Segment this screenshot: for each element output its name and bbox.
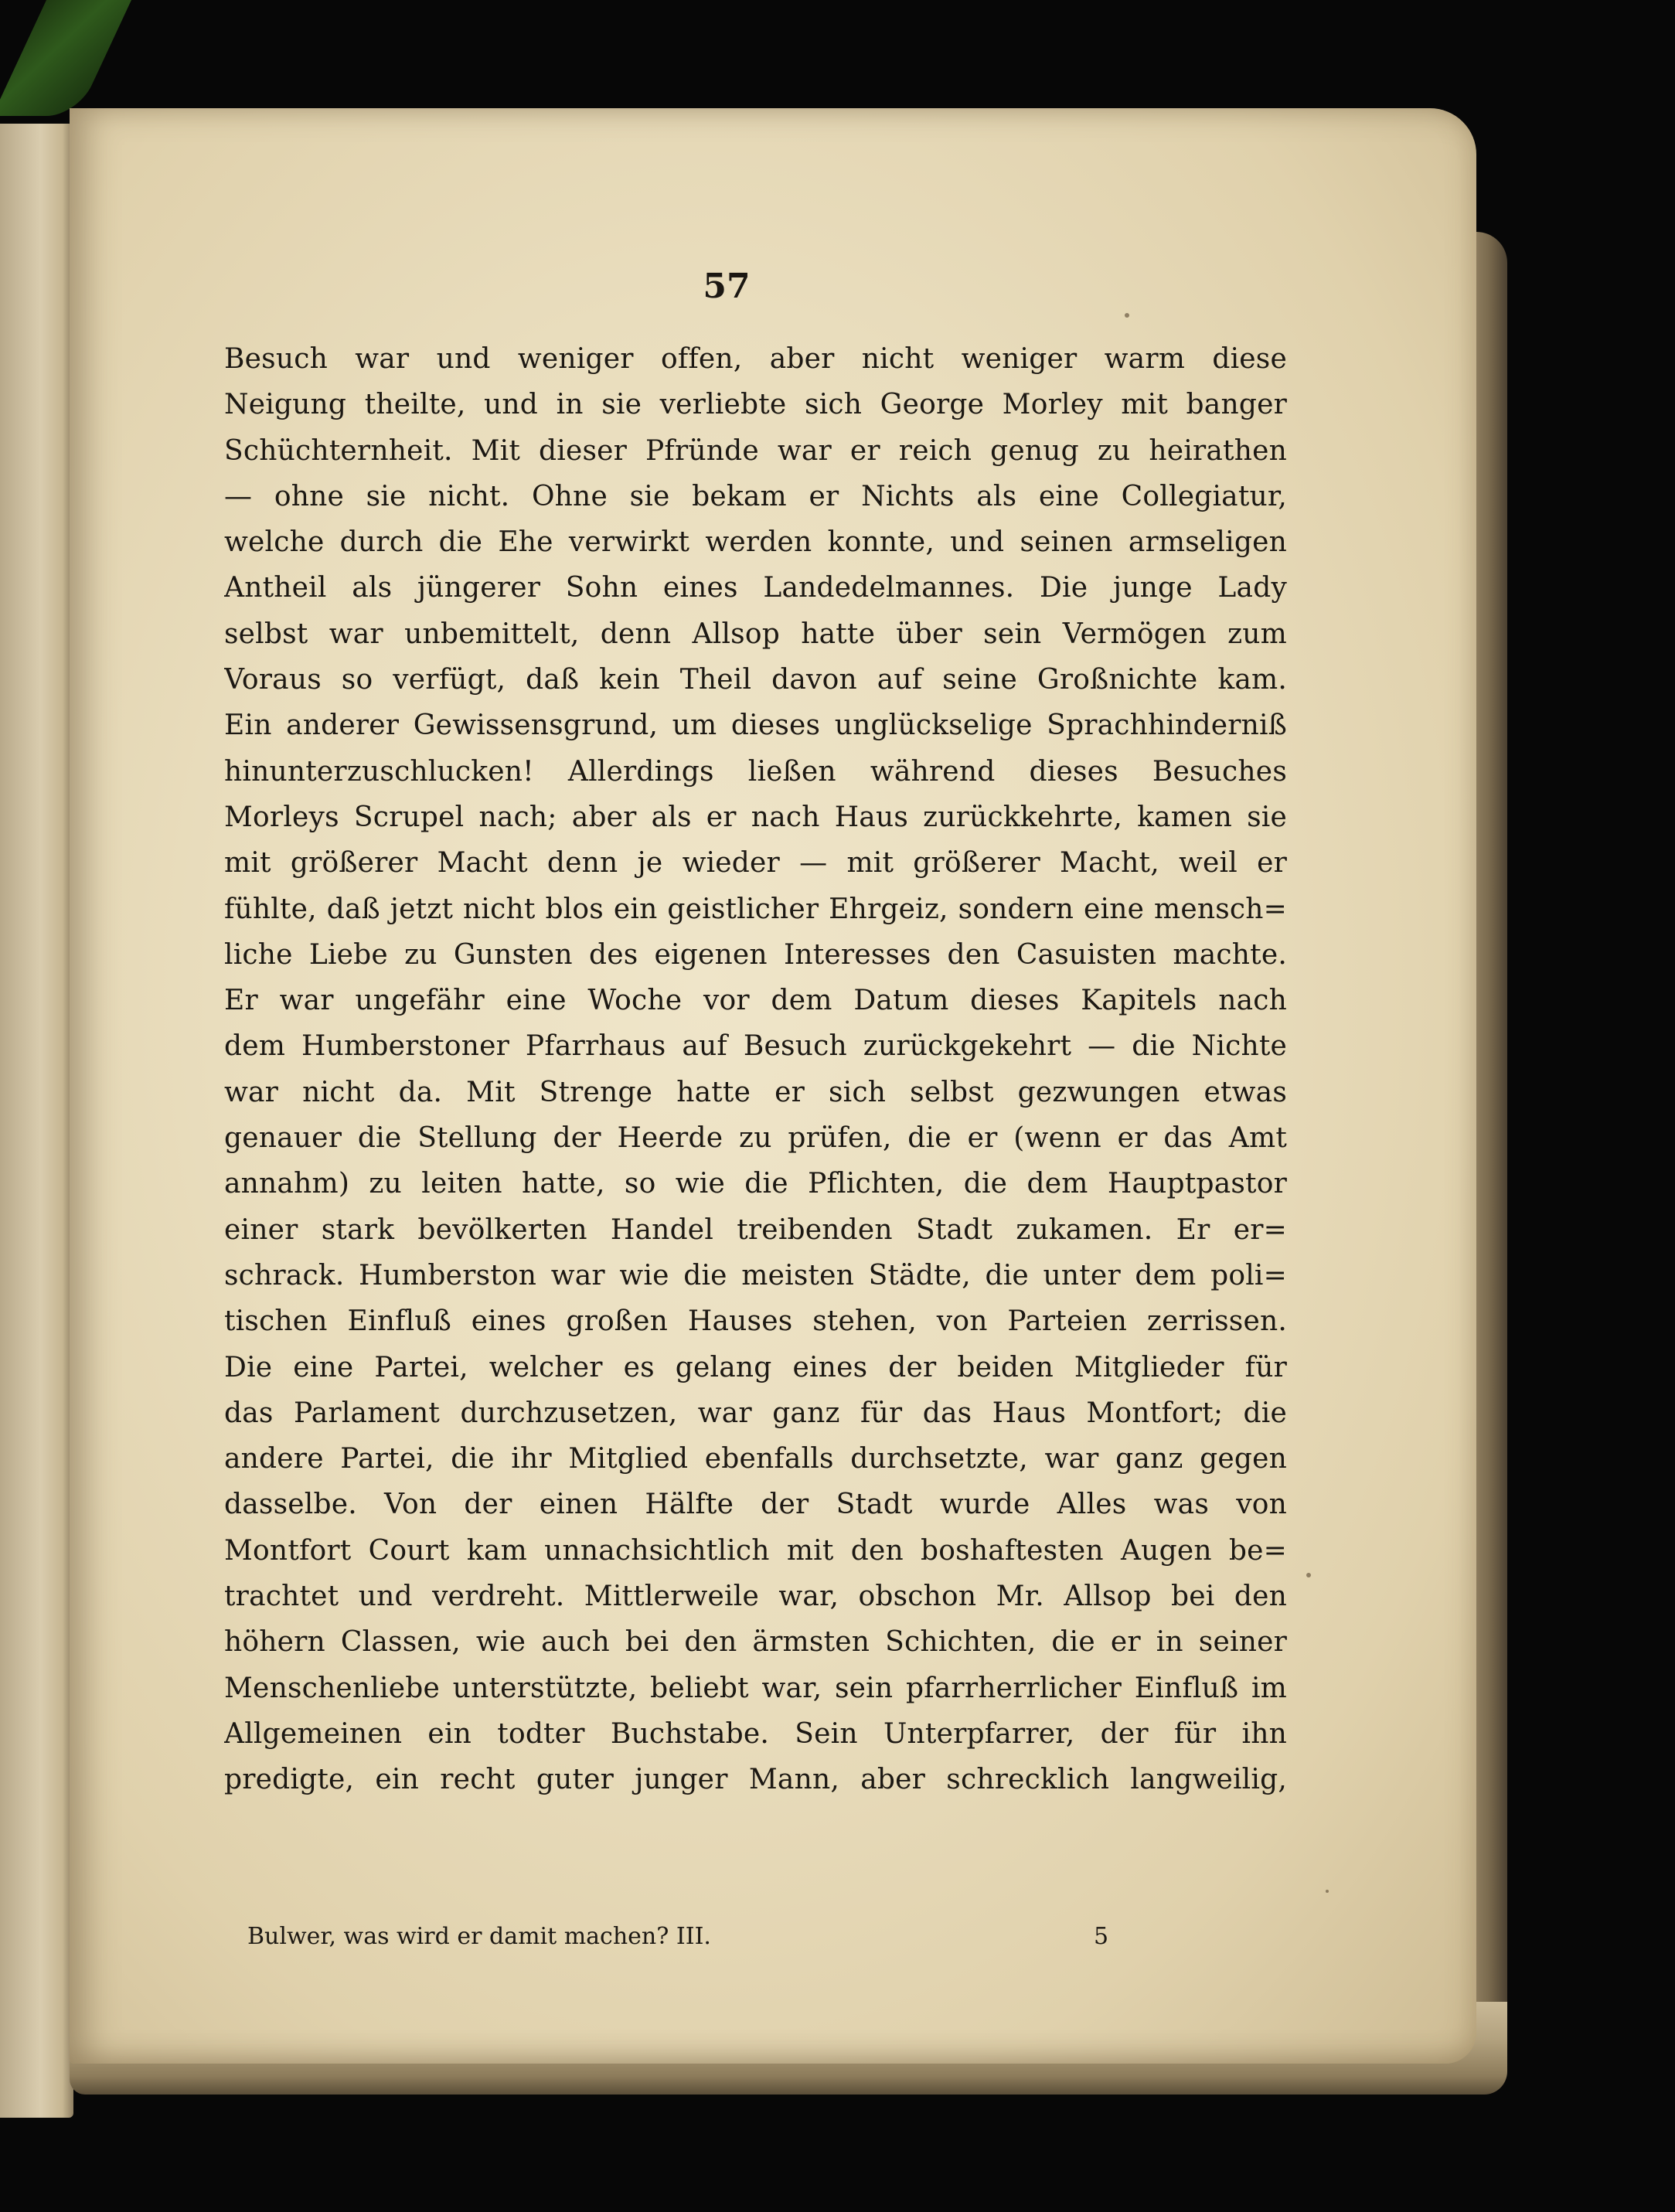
text-line: selbst war unbemittelt, denn Allsop hatte über sein Vermögen zum	[224, 618, 1287, 650]
text-line: mit größerer Macht denn je wieder — mit größerer Macht, weil er	[224, 847, 1287, 880]
text-line: schrack. Humberston war wie die meisten Städte, die unter dem poli=	[224, 1259, 1287, 1291]
text-line: dasselbe. Von der einen Hälfte der Stadt wurde Alles was von	[224, 1489, 1287, 1521]
text-line: Voraus so verfügt, daß kein Theil davon auf seine Großnichte kam.	[224, 664, 1287, 696]
text-line: Morleys Scrupel nach; aber als er nach Haus zurückkehrte, kamen sie	[224, 801, 1287, 833]
text-line: welche durch die Ehe verwirkt werden konnte, und seinen armseligen	[224, 526, 1287, 559]
text-line: fühlte, daß jetzt nicht blos ein geistlicher Ehrgeiz, sondern eine mensch=	[224, 893, 1287, 925]
text-line: einer stark bevölkerten Handel treibenden Stadt zukamen. Er er=	[224, 1213, 1287, 1246]
text-line: Schüchternheit. Mit dieser Pfründe war er reich genug zu heirathen	[224, 434, 1287, 467]
paper-speck	[1326, 1890, 1329, 1893]
book-page	[70, 108, 1476, 2064]
text-line: trachtet und verdreht. Mittlerweile war, obschon Mr. Allsop bei den	[224, 1581, 1287, 1613]
text-line: liche Liebe zu Gunsten des eigenen Interesses den Casuisten machte.	[224, 938, 1287, 971]
text-line: Die eine Partei, welcher es gelang eines der beiden Mitglieder für	[224, 1351, 1287, 1383]
text-line: Er war ungefähr eine Woche vor dem Datum dieses Kapitels nach	[224, 985, 1287, 1017]
paper-speck	[1125, 313, 1129, 318]
text-line: Menschenliebe unterstützte, beliebt war, sein pfarrherrlicher Einfluß im	[224, 1672, 1287, 1704]
footer-signature: Bulwer, was wird er damit machen? III.	[247, 1923, 711, 1950]
text-line: Besuch war und weniger offen, aber nicht weniger warm diese	[224, 343, 1287, 375]
text-line: tischen Einfluß eines großen Hauses stehen, von Parteien zerrissen.	[224, 1305, 1287, 1338]
text-line: Allgemeinen ein todter Buchstabe. Sein Unterpfarrer, der für ihn	[224, 1717, 1287, 1750]
text-line: andere Partei, die ihr Mitglied ebenfalls durchsetzte, war ganz gegen	[224, 1443, 1287, 1475]
text-line: hinunterzuschlucken! Allerdings ließen während dieses Besuches	[224, 755, 1287, 788]
text-line: war nicht da. Mit Strenge hatte er sich selbst gezwungen etwas	[224, 1076, 1287, 1108]
page-number: 57	[703, 267, 751, 306]
text-line: höhern Classen, wie auch bei den ärmsten Schichten, die er in seiner	[224, 1626, 1287, 1659]
text-line: Neigung theilte, und in sie verliebte sich George Morley mit banger	[224, 389, 1287, 421]
text-line: dem Humberstoner Pfarrhaus auf Besuch zurückgekehrt — die Nichte	[224, 1030, 1287, 1063]
bookmark-ribbon	[0, 0, 131, 116]
text-line: annahm) zu leiten hatte, so wie die Pflichten, die dem Hauptpastor	[224, 1168, 1287, 1200]
page-body-text	[224, 336, 1287, 1803]
paper-speck	[1306, 1573, 1311, 1577]
footer-sheet-number: 5	[1094, 1923, 1109, 1950]
left-page-edge	[0, 124, 73, 2118]
text-line: Antheil als jüngerer Sohn eines Landedelmannes. Die junge Lady	[224, 572, 1287, 604]
text-line: Montfort Court kam unnachsichtlich mit den boshaftesten Augen be=	[224, 1534, 1287, 1567]
text-line: — ohne sie nicht. Ohne sie bekam er Nichts als eine Collegiatur,	[224, 480, 1287, 512]
text-line: Ein anderer Gewissensgrund, um dieses unglückselige Sprachhinderniß	[224, 710, 1287, 742]
text-line: das Parlament durchzusetzen, war ganz für das Haus Montfort; die	[224, 1397, 1287, 1429]
text-line: predigte, ein recht guter junger Mann, aber schrecklich langweilig,	[224, 1764, 1287, 1796]
text-line: genauer die Stellung der Heerde zu prüfen, die er (wenn er das Amt	[224, 1122, 1287, 1155]
